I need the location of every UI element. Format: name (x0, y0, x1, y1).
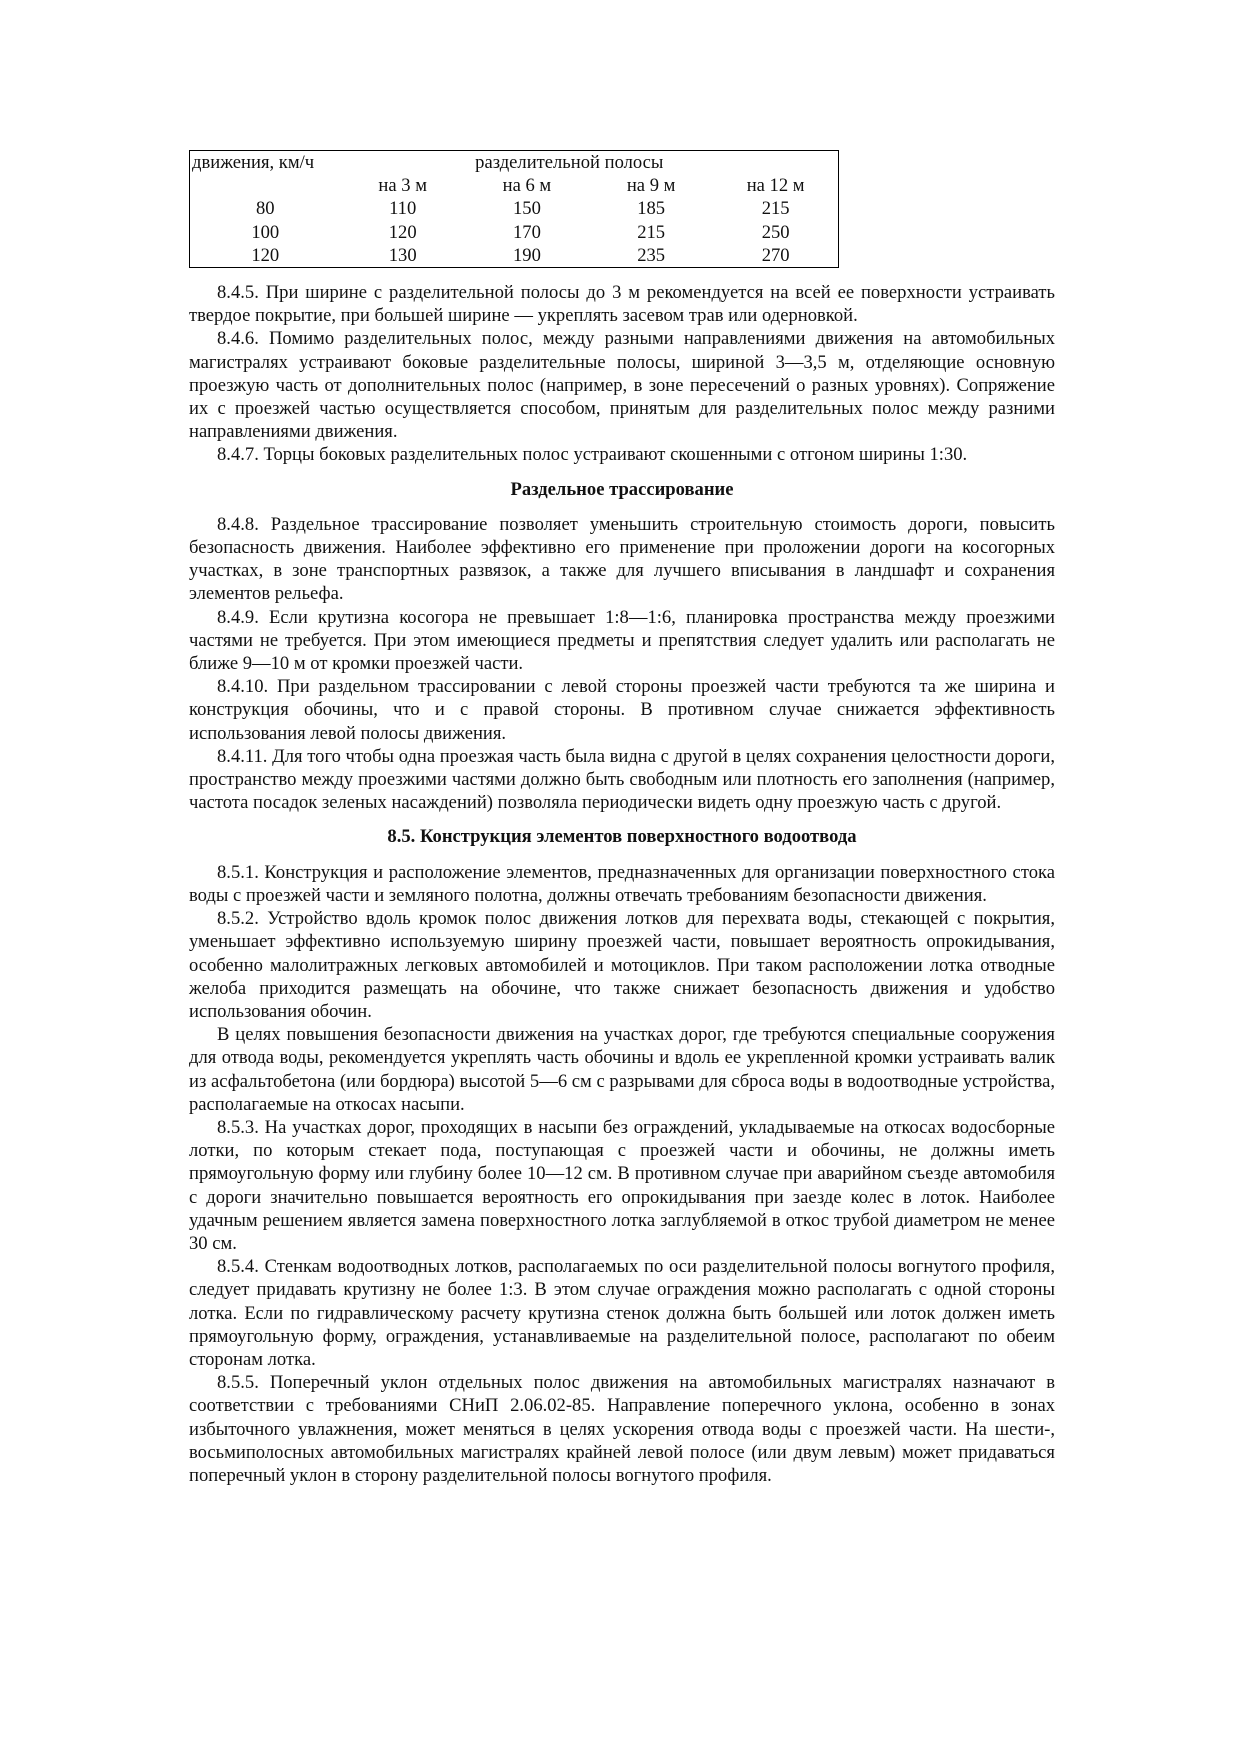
table-cell: 235 (637, 244, 666, 266)
paragraph-8-4-10: 8.4.10. При раздельном трассировании с левой стороны проезжей части требуются та же ширина и конструкция обочины, что и с правой стороны. В противном случае снижается эффективность использования левой полосы движения. (189, 676, 1055, 744)
table-cell: 120 (388, 221, 417, 243)
table-row (190, 197, 839, 220)
paragraph-8-4-9: 8.4.9. Если крутизна косогора не превышает 1:8—1:6, планировка пространства между проезжими частями не требуется. При этом имеющиеся предметы и препятствия следует удалить или располагать не ближе 9—10 м от кромки проезжей части. (189, 606, 1055, 675)
table-cell: 130 (388, 244, 417, 266)
table-header-cell: на 3 м (378, 175, 427, 197)
table-cell: 215 (637, 221, 666, 243)
table-cell: 170 (512, 221, 541, 243)
table-cell: 270 (761, 244, 790, 266)
table-header-cell: на 6 м (502, 175, 552, 197)
table-cell: 215 (761, 198, 790, 220)
spacer (189, 268, 1055, 281)
table-header-cell: на 12 м (746, 175, 805, 197)
section-heading: 8.5. Конструкция элементов поверхностного водоотвода (387, 826, 857, 848)
table-cell: 80 (255, 198, 275, 220)
paragraph-8-5-4: 8.5.4. Стенкам водоотводных лотков, располагаемых по оси разделительной полосы вогнутого профиля, следует придавать крутизну не более 1:3. В этом случае ограждения можно располагать с одной стороны лотка. Если по гидравлическому расчету крутизна стенок должна быть большей или лоток должен иметь прямоугольную форму, ограждения, устанавливаемые на разделительной полосе, располагают по обеим сторонам лотка. (189, 1256, 1055, 1370)
table-cell: 110 (389, 198, 417, 220)
paragraph-8-4-5: 8.4.5. При ширине с разделительной полосы до 3 м рекомендуется на всей ее поверхности устраивать твердое покрытие, при большей ширине — укреплять засевом трав или одерновкой. (189, 282, 1055, 327)
table-cell: 250 (761, 221, 790, 243)
document-page (189, 150, 1055, 1487)
table-header-row (190, 151, 839, 175)
table-header-cell: движения, км/ч (192, 152, 315, 173)
paragraph-8-5-2: 8.5.2. Устройство вдоль кромок полос движения лотков для перехвата воды, стекающей с покрытия, уменьшает эффективно используемую ширину проезжей части, повышает вероятность опрокидывания, особенно малолитражных легковых автомобилей и мотоциклов. При таком расположении лотка отводные желоба приходится размещать на обочине, что также снижает безопасность движения и удобство использования обочин. (189, 908, 1055, 1022)
table-header-row (190, 174, 839, 197)
paragraph-8-4-7: 8.4.7. Торцы боковых разделительных полос устраивают скошенными с отгоном ширины 1:30. (217, 444, 968, 466)
section-heading-block (189, 467, 1055, 513)
paragraph-8-4-11: 8.4.11. Для того чтобы одна проезжая часть была видна с другой в целях сохранения целостности дороги, пространство между проезжими частями должно быть свободным или плотность его заполнения (например, частота посадок зеленых насаждений) позволяла периодически видеть одну проезжую часть с другой. (189, 745, 1055, 814)
paragraph-8-4-8: 8.4.8. Раздельное трассирование позволяет уменьшить строительную стоимость дороги, повысить безопасность движения. Наиболее эффективно его применение при проложении дороги на косогорных участках, в зоне транспортных развязок, а также для лучшего вписывания в ландшафт и сохранения элементов рельефа. (189, 513, 1055, 605)
table-row (190, 244, 839, 268)
table-header-cell: на 9 м (626, 175, 676, 197)
table-cell: 150 (512, 198, 541, 220)
paragraph-8-5-3: 8.5.3. На участках дорог, проходящих в насыпи без ограждений, укладываемые на откосах водосборные лотки, по которым стекает пода, поступающая с проезжей части и обочины, не должны иметь прямоугольную форму или глубину более 10—12 см. В противном случае при аварийном съезде автомобиля с дороги значительно повышается вероятность его опрокидывания при заезде колес в лоток. Наиболее удачным решением является замена поверхностного лотка заглубляемой в откос трубой диаметром не менее 30 см. (189, 1116, 1055, 1254)
table-header-cell (190, 174, 341, 197)
paragraph-8-5-1: 8.5.1. Конструкция и расположение элементов, предназначенных для организации поверхностного стока воды с проезжей части и земляного полотна, должны отвечать требованиям безопасности движения. (189, 861, 1055, 906)
paragraph-8-5-5: 8.5.5. Поперечный уклон отдельных полос движения на автомобильных магистралях назначают в соответствии с требованиями СНиП 2.06.02-85. Направление поперечного уклона, особенно в зонах избыточного увлажнения, может меняться в целях ускорения отвода воды с проезжей части. На шести-, восьмиполосных автомобильных магистралях крайней левой полосе (или двум левым) может придаваться поперечный уклон в сторону разделительной полосы вогнутого профиля. (189, 1372, 1055, 1486)
paragraph-8-4-6: 8.4.6. Помимо разделительных полос, между разными направлениями движения на автомобильных магистралях устраивают боковые разделительные полосы, шириной 3—3,5 м, отделяющие основную проезжую часть от дополнительных полос (например, в зоне пересечений о разных уровнях). Сопряжение их с проезжей частью осуществляется способом, принятым для разделительных полос между разними направлениями движения. (189, 328, 1055, 443)
speed-width-table (189, 150, 839, 268)
table-cell: 185 (637, 198, 666, 220)
section-heading-block (189, 814, 1055, 860)
section-heading: Раздельное трассирование (510, 478, 734, 500)
table-cell: 190 (512, 244, 541, 266)
table-cell: 100 (251, 221, 280, 243)
paragraph-8-5-2-cont: В целях повышения безопасности движения на участках дорог, где требуются специальные сооружения для отвода воды, рекомендуется укреплять часть обочины и вдоль ее укрепленной кромки устраивать валик из асфальтобетона (или бордюра) высотой 5—6 см с разрывами для сброса воды в водоотводные устройства, располагаемые на откосах насыпи. (189, 1024, 1055, 1115)
table-row (190, 221, 839, 244)
table-header-cell: разделительной полосы (475, 152, 664, 173)
table-cell: 120 (251, 244, 280, 266)
